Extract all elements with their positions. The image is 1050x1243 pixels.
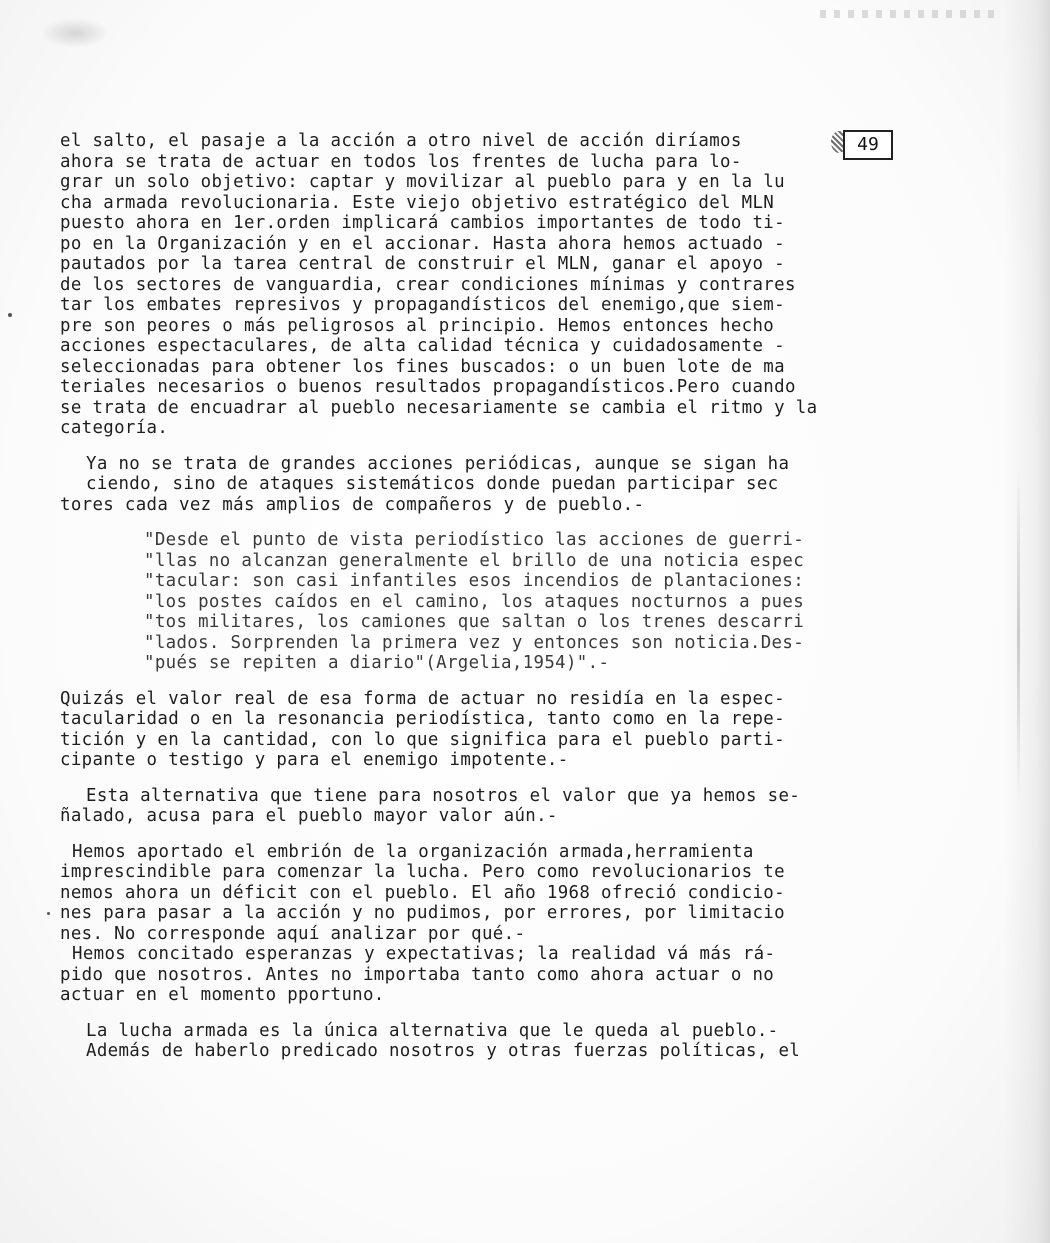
text-line: ciendo, sino de ataques sistemáticos donde puedan participar sec xyxy=(86,474,779,494)
text-line: nes. No corresponde aquí analizar por qué.- xyxy=(60,923,526,944)
quote-line: "tos militares, los camiones que saltan o los trenes descarri xyxy=(144,612,805,632)
text-line: Esta alternativa que tiene para nosotros el valor que ya hemos se- xyxy=(86,785,801,806)
text-line: tar los embates represivos y propagandísticos del enemigo,que siem- xyxy=(60,295,785,315)
text-line: categoría. xyxy=(60,418,169,438)
text-line: nes para pasar a la acción y no pudimos, por errores, por limitacio xyxy=(60,903,785,923)
text-line: seleccionadas para obtener los fines buscados: o un buen lote de ma xyxy=(60,356,785,377)
text-line: el salto, el pasaje a la acción a otro nivel de acción diríamos xyxy=(60,131,742,151)
text-line: Además de haberlo predicado nosotros y otras fuerzas políticas, el xyxy=(86,1041,801,1061)
text-line: pautados por la tarea central de construir el MLN, ganar el apoyo - xyxy=(60,254,785,274)
quote-line: "lados. Sorprenden la primera vez y entonces son noticia.Des- xyxy=(144,632,805,653)
paragraph-gap xyxy=(60,1006,910,1021)
text-line: ñalado, acusa para el pueblo mayor valor aún.- xyxy=(60,806,558,826)
text-line: actuar en el momento pportuno. xyxy=(60,985,385,1005)
page-number: 49 xyxy=(843,130,893,160)
text-line: acciones espectaculares, de alta calidad técnica y cuidadosamente - xyxy=(60,336,785,356)
text-line: pido que nosotros. Antes no importaba tanto como ahora actuar o no xyxy=(60,964,775,985)
text-line: de los sectores de vanguardia, crear condiciones mínimas y contrares xyxy=(60,274,796,295)
paragraph-gap xyxy=(60,827,910,842)
quote-line: "pués se repiten a diario"(Argelia,1954)".- xyxy=(144,653,610,673)
stray-dot xyxy=(47,912,50,915)
text-line: cipante o testigo y para el enemigo impotente.- xyxy=(60,750,569,770)
text-line: Hemos concitado esperanzas y expectativas; la realidad vá más rá- xyxy=(72,944,776,964)
text-line: grar un solo objetivo: captar y movilizar al pueblo para y en la lu xyxy=(60,172,785,192)
text-line: Hemos aportado el embrión de la organización armada,herramienta xyxy=(72,841,754,862)
quote-line: "los postes caídos en el camino, los ataques nocturnos a pues xyxy=(144,591,805,612)
text-line: puesto ahora en 1er.orden implicará cambios importantes de todo ti- xyxy=(60,213,785,233)
text-line: po en la Organización y en el accionar. Hasta ahora hemos actuado - xyxy=(60,233,785,254)
text-line: tición y en la cantidad, con lo que significa para el pueblo parti- xyxy=(60,729,785,750)
quote-line: "Desde el punto de vista periodístico las acciones de guerri- xyxy=(144,530,805,550)
scan-marks xyxy=(820,10,1000,18)
quote-line: "llas no alcanzan generalmente el brillo de una noticia espec xyxy=(144,550,805,571)
text-line: teriales necesarios o buenos resultados propagandísticos.Pero cuando xyxy=(60,377,796,397)
text-line: Quizás el valor real de esa forma de actuar no residía en la espec- xyxy=(60,688,785,709)
quote-line: "tacular: son casi infantiles esos incendios de plantaciones: xyxy=(144,571,805,591)
text-line: imprescindible para comenzar la lucha. Pero como revolucionarios te xyxy=(60,862,785,882)
paragraph-gap xyxy=(60,771,910,786)
text-line: Ya no se trata de grandes acciones periódicas, aunque se sigan ha xyxy=(86,453,790,474)
text-line: La lucha armada es la única alternativa que le queda al pueblo.- xyxy=(86,1020,779,1041)
paragraph-gap xyxy=(60,674,910,689)
page-edge-streak xyxy=(1017,470,1020,800)
stray-dot xyxy=(8,313,12,317)
text-line: tacularidad o en la resonancia periodística, tanto como en la repe- xyxy=(60,709,785,729)
text-line: tores cada vez más amplios de compañeros y de pueblo.- xyxy=(60,494,645,515)
text-line: ahora se trata de actuar en todos los frentes de lucha para lo- xyxy=(60,151,742,172)
text-line: cha armada revolucionaria. Este viejo objetivo estratégico del MLN xyxy=(60,192,775,213)
scan-smudge xyxy=(40,18,110,48)
document-body xyxy=(60,131,910,1062)
text-line: nemos ahora un déficit con el pueblo. El año 1968 ofreció condicio- xyxy=(60,882,785,903)
text-line: pre son peores o más peligrosos al principio. Hemos entonces hecho xyxy=(60,315,775,336)
text-line: se trata de encuadrar al pueblo necesariamente se cambia el ritmo y la xyxy=(60,397,818,418)
paragraph-gap xyxy=(60,515,910,530)
paragraph-gap xyxy=(60,439,910,454)
page-edge-shadow xyxy=(1004,0,1050,1243)
